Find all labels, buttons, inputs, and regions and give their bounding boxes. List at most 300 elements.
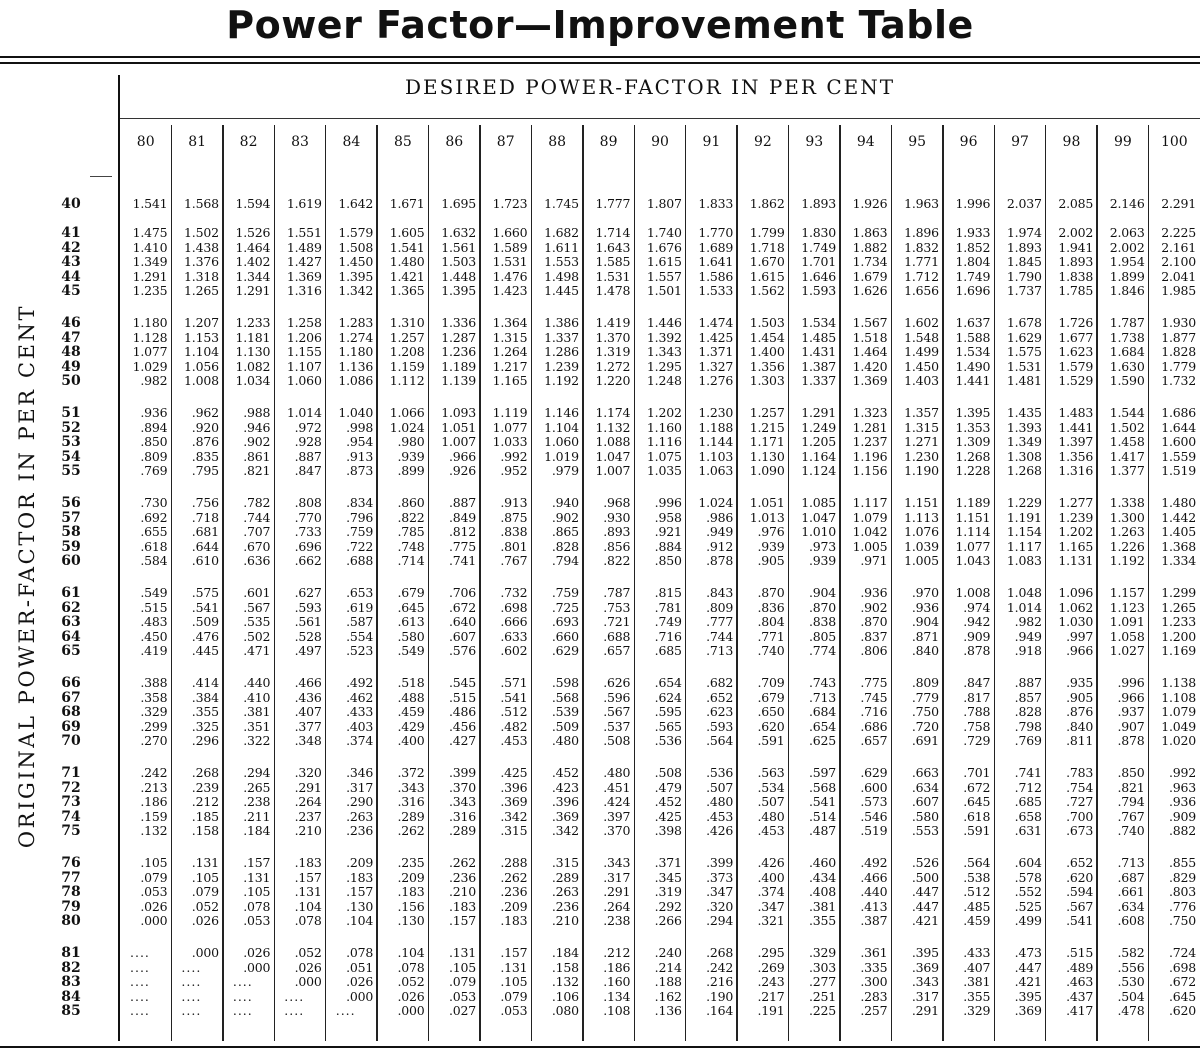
table-cell: .053 <box>243 913 271 928</box>
top-rule-inner <box>0 62 1200 64</box>
table-cell: 1.371 <box>698 344 734 359</box>
table-cell: .216 <box>706 974 734 989</box>
table-cell: .926 <box>448 463 476 478</box>
column-header-84: 84 <box>342 134 361 150</box>
table-cell: .607 <box>448 628 476 644</box>
table-cell: .131 <box>243 869 271 885</box>
table-cell: 1.611 <box>544 239 579 255</box>
table-cell: 1.852 <box>955 239 991 255</box>
table-cell: .685 <box>654 643 682 658</box>
table-cell: 1.343 <box>646 344 682 359</box>
table-cell: 1.481 <box>1006 373 1042 388</box>
table-cell: .767 <box>1117 808 1145 824</box>
table-cell: .587 <box>346 614 374 629</box>
table-cell: .212 <box>603 945 631 960</box>
row-header-54: 54 <box>61 448 81 465</box>
table-cell: .538 <box>963 869 991 885</box>
table-cell: 1.116 <box>646 434 682 449</box>
table-cell: .225 <box>808 1003 836 1018</box>
table-cell: .672 <box>1168 974 1197 989</box>
table-cell: 1.128 <box>132 329 168 345</box>
table-cell: .500 <box>911 869 939 885</box>
table-cell: 1.483 <box>1058 405 1094 420</box>
row-header-61: 61 <box>61 585 81 601</box>
table-cell: .591 <box>963 823 991 838</box>
table-cell: .593 <box>294 599 322 615</box>
table-cell: 1.446 <box>646 315 682 330</box>
table-cell: 1.077 <box>955 538 991 554</box>
table-cell: 1.387 <box>801 358 836 374</box>
table-cell: .105 <box>243 884 271 899</box>
table-cell: .291 <box>911 1003 939 1018</box>
table-cell: .348 <box>294 733 322 748</box>
table-cell: .986 <box>706 509 734 525</box>
table-cell: 1.300 <box>1109 509 1145 525</box>
table-cell: .803 <box>1168 884 1197 899</box>
table-cell: .759 <box>551 585 579 600</box>
table-cell: .767 <box>500 553 528 568</box>
table-cell: 1.079 <box>852 509 888 525</box>
table-cell: .775 <box>448 538 476 554</box>
table-cell: .320 <box>706 898 734 914</box>
table-cell: 2.085 <box>1058 196 1094 211</box>
table-cell: .427 <box>448 733 476 748</box>
table-cell: .567 <box>603 704 631 719</box>
row-header-69: 69 <box>61 718 81 735</box>
table-cell: .159 <box>140 808 168 824</box>
table-cell: 1.405 <box>1161 524 1197 539</box>
table-cell: .210 <box>294 823 322 838</box>
table-cell: 1.136 <box>338 358 374 374</box>
table-cell: .296 <box>191 733 219 748</box>
row-header-78: 78 <box>61 884 81 900</box>
table-cell: .654 <box>654 675 682 690</box>
table-cell: 1.503 <box>749 315 785 330</box>
table-cell: 1.476 <box>492 268 528 284</box>
table-cell: .840 <box>911 643 939 658</box>
table-cell: .878 <box>706 553 734 568</box>
table-cell: 1.286 <box>544 344 579 359</box>
table-cell: 1.600 <box>1161 434 1197 449</box>
table-cell: .329 <box>808 945 836 960</box>
table-cell: 1.400 <box>749 344 785 359</box>
table-cell: .714 <box>397 553 425 568</box>
table-cell: .343 <box>911 974 939 989</box>
table-cell: .243 <box>757 974 785 989</box>
table-cell: .... <box>181 988 202 1004</box>
table-cell: 1.356 <box>1058 448 1094 464</box>
table-cell: .433 <box>346 704 374 719</box>
table-cell: .507 <box>757 794 785 809</box>
table-cell: .407 <box>294 704 322 719</box>
row-header-60: 60 <box>61 553 81 569</box>
table-cell: .078 <box>397 959 425 975</box>
table-cell: .188 <box>654 974 682 989</box>
table-cell: .966 <box>1117 689 1145 705</box>
table-cell: .770 <box>294 509 322 525</box>
table-cell: .351 <box>243 718 271 734</box>
table-cell: .701 <box>963 765 991 780</box>
table-cell: .860 <box>397 495 425 510</box>
table-cell: 1.019 <box>544 448 579 464</box>
table-cell: 1.268 <box>955 448 991 464</box>
table-cell: .408 <box>808 884 836 899</box>
table-cell: 1.189 <box>955 495 991 510</box>
table-cell: 1.349 <box>132 254 168 269</box>
table-cell: .514 <box>808 808 836 824</box>
table-cell: .835 <box>191 448 219 464</box>
table-cell: 1.020 <box>1161 733 1197 748</box>
table-cell: .447 <box>1014 959 1042 975</box>
table-cell: .157 <box>448 913 476 928</box>
table-cell: 1.114 <box>955 524 991 539</box>
column-header-81: 81 <box>188 134 207 150</box>
table-cell: 1.490 <box>955 358 991 374</box>
table-cell: .... <box>130 959 150 975</box>
table-cell: 1.679 <box>852 268 888 284</box>
table-cell: .395 <box>911 945 939 960</box>
table-cell: 1.151 <box>955 509 991 525</box>
row-header-49: 49 <box>61 358 81 375</box>
table-cell: .913 <box>346 448 374 464</box>
table-cell: .388 <box>140 675 168 690</box>
table-cell: .492 <box>346 675 374 690</box>
table-cell: .806 <box>860 643 888 658</box>
column-header-88: 88 <box>548 134 567 150</box>
table-cell: 1.395 <box>955 405 991 420</box>
table-cell: 1.364 <box>492 315 528 330</box>
table-cell: .625 <box>808 733 836 748</box>
table-cell: 1.215 <box>749 419 785 435</box>
table-cell: .876 <box>1066 704 1094 719</box>
table-cell: .078 <box>243 898 271 914</box>
table-cell: .822 <box>397 509 425 525</box>
table-cell: 1.274 <box>338 329 374 345</box>
table-cell: .212 <box>191 794 219 809</box>
row-header-51: 51 <box>61 405 81 421</box>
table-cell: 1.164 <box>801 448 836 464</box>
table-cell: .320 <box>294 765 322 780</box>
table-cell: .210 <box>551 913 579 928</box>
table-cell: .887 <box>1014 675 1042 690</box>
table-cell: 1.130 <box>749 448 785 464</box>
table-cell: .627 <box>294 585 322 600</box>
table-cell: .942 <box>963 614 991 629</box>
table-cell: .571 <box>500 675 528 690</box>
table-cell: .397 <box>603 808 631 824</box>
table-cell: 1.386 <box>544 315 579 330</box>
table-cell: .000 <box>397 1003 425 1018</box>
table-cell: 1.206 <box>286 329 322 345</box>
table-cell: .486 <box>448 704 476 719</box>
table-cell: .530 <box>1117 974 1145 989</box>
table-cell: .130 <box>346 898 374 914</box>
table-cell: .740 <box>1117 823 1145 838</box>
row-header-75: 75 <box>61 823 81 839</box>
table-cell: 1.030 <box>1058 614 1094 629</box>
table-cell: 1.086 <box>338 373 374 388</box>
table-cell: 1.419 <box>595 315 631 330</box>
table-cell: .277 <box>808 974 836 989</box>
table-cell: .000 <box>346 988 374 1004</box>
table-cell: 1.174 <box>595 405 631 420</box>
table-cell: 1.828 <box>1161 344 1197 359</box>
table-cell: .875 <box>500 509 528 525</box>
table-cell: .303 <box>808 959 836 975</box>
table-cell: .509 <box>191 614 219 629</box>
table-cell: 1.684 <box>1109 344 1145 359</box>
table-cell: 1.454 <box>749 329 785 345</box>
table-cell: 1.438 <box>184 239 219 255</box>
table-cell: .423 <box>551 779 579 795</box>
table-cell: 1.169 <box>1161 643 1197 658</box>
table-cell: .633 <box>500 628 528 644</box>
table-cell: .998 <box>346 419 374 435</box>
table-cell: .640 <box>448 614 476 629</box>
table-cell: .345 <box>654 869 682 885</box>
table-cell: 1.291 <box>801 405 836 420</box>
table-cell: 1.196 <box>852 448 888 464</box>
table-cell: .462 <box>346 689 374 705</box>
table-cell: 1.448 <box>441 268 476 284</box>
row-header-59: 59 <box>61 538 81 555</box>
table-cell: 1.630 <box>1109 358 1145 374</box>
table-cell: 1.499 <box>904 344 939 359</box>
table-cell: 1.941 <box>1058 239 1094 255</box>
table-cell: .856 <box>603 538 631 554</box>
table-cell: 1.056 <box>184 358 219 374</box>
table-cell: .904 <box>911 614 939 629</box>
table-cell: .240 <box>654 945 682 960</box>
table-cell: .104 <box>294 898 322 914</box>
table-cell: 1.785 <box>1058 283 1094 298</box>
table-cell: .567 <box>1066 898 1094 914</box>
table-cell: 1.605 <box>389 225 425 240</box>
row-header-66: 66 <box>61 675 81 691</box>
table-cell: .598 <box>551 675 579 690</box>
table-cell: .104 <box>346 913 374 928</box>
table-cell: 1.963 <box>904 196 939 211</box>
table-cell: .027 <box>448 1003 476 1018</box>
table-cell: .980 <box>397 434 425 449</box>
table-cell: .079 <box>500 988 528 1004</box>
table-cell: .292 <box>654 898 682 914</box>
table-cell: 1.076 <box>904 524 939 539</box>
table-cell: 1.431 <box>801 344 836 359</box>
table-cell: 1.309 <box>955 434 991 449</box>
table-cell: .788 <box>963 704 991 719</box>
table-cell: .722 <box>346 538 374 554</box>
table-cell: .291 <box>603 884 631 899</box>
table-cell: .519 <box>860 823 888 838</box>
table-cell: 1.501 <box>646 283 682 298</box>
table-cell: .608 <box>1117 913 1145 928</box>
table-cell: .620 <box>757 718 785 734</box>
table-cell: .209 <box>397 869 425 885</box>
table-cell: .918 <box>1014 643 1042 658</box>
table-cell: .580 <box>911 808 939 824</box>
table-cell: .935 <box>1066 675 1094 690</box>
table-cell: .190 <box>706 988 734 1004</box>
table-cell: 1.315 <box>904 419 939 435</box>
table-cell: .518 <box>397 675 425 690</box>
table-cell: .568 <box>551 689 579 705</box>
table-cell: 1.066 <box>389 405 425 420</box>
table-cell: 1.276 <box>698 373 734 388</box>
table-cell: .966 <box>448 448 476 464</box>
table-cell: 1.353 <box>955 419 991 435</box>
table-cell: .347 <box>706 884 734 899</box>
table-cell: .270 <box>140 733 168 748</box>
table-cell: .452 <box>551 765 579 780</box>
table-cell: 1.207 <box>184 315 219 330</box>
table-cell: .673 <box>1066 823 1094 838</box>
table-cell: .681 <box>191 524 219 539</box>
table-cell: 1.838 <box>1058 268 1094 284</box>
table-cell: .053 <box>140 884 168 899</box>
table-cell: 1.271 <box>904 434 939 449</box>
table-cell: 1.435 <box>1006 405 1042 420</box>
table-cell: .535 <box>243 614 271 629</box>
table-cell: .361 <box>860 945 888 960</box>
table-cell: 1.124 <box>801 463 836 478</box>
table-cell: .051 <box>346 959 374 975</box>
table-cell: .108 <box>603 1003 631 1018</box>
table-cell: 1.588 <box>955 329 991 345</box>
table-cell: 1.526 <box>235 225 271 240</box>
table-cell: .288 <box>500 855 528 870</box>
row-header-72: 72 <box>61 779 81 796</box>
table-cell: .970 <box>911 585 939 600</box>
table-cell: 1.718 <box>749 239 785 255</box>
table-cell: .602 <box>500 643 528 658</box>
table-cell: 1.670 <box>749 254 785 269</box>
table-cell: .265 <box>243 779 271 795</box>
table-cell: .476 <box>191 628 219 644</box>
table-cell: .754 <box>1066 779 1094 795</box>
table-cell: .105 <box>448 959 476 975</box>
table-cell: 1.737 <box>1006 283 1042 298</box>
table-cell: .453 <box>757 823 785 838</box>
table-cell: .968 <box>603 495 631 510</box>
table-cell: 1.200 <box>1161 628 1197 644</box>
table-cell: .541 <box>1066 913 1094 928</box>
table-cell: .750 <box>1168 913 1197 928</box>
table-cell: .584 <box>140 553 168 568</box>
table-cell: .158 <box>551 959 579 975</box>
column-header-95: 95 <box>908 134 927 150</box>
table-cell: 1.088 <box>595 434 631 449</box>
table-cell: .928 <box>294 434 322 449</box>
table-cell: .623 <box>706 704 734 719</box>
table-cell: .355 <box>808 913 836 928</box>
table-cell: .329 <box>140 704 168 719</box>
table-cell: 1.344 <box>235 268 271 284</box>
table-cell: .686 <box>860 718 888 734</box>
table-cell: .829 <box>1168 869 1197 885</box>
table-cell: 1.790 <box>1006 268 1042 284</box>
table-cell: .653 <box>346 585 374 600</box>
column-divider <box>1148 125 1150 1041</box>
table-cell: 2.291 <box>1161 196 1197 211</box>
table-cell: .504 <box>1117 988 1145 1004</box>
table-cell: .289 <box>551 869 579 885</box>
table-cell: 1.629 <box>1006 329 1042 345</box>
table-cell: .563 <box>757 765 785 780</box>
table-cell: .316 <box>448 808 476 824</box>
table-cell: 1.144 <box>698 434 734 449</box>
table-cell: .893 <box>603 524 631 539</box>
table-cell: 1.770 <box>698 225 734 240</box>
table-cell: .541 <box>191 599 219 615</box>
header-rule <box>118 118 1200 119</box>
table-cell: .769 <box>140 463 168 478</box>
table-cell: .... <box>130 974 150 989</box>
table-cell: .946 <box>243 419 271 435</box>
table-cell: .564 <box>963 855 991 870</box>
table-cell: .186 <box>603 959 631 975</box>
table-cell: .316 <box>397 794 425 809</box>
row-header-85: 85 <box>61 1003 81 1019</box>
table-cell: 1.402 <box>235 254 271 269</box>
table-cell: .371 <box>654 855 682 870</box>
table-cell: .209 <box>346 855 374 870</box>
table-cell: .264 <box>603 898 631 914</box>
table-cell: 1.265 <box>1161 599 1197 615</box>
column-divider <box>274 125 276 1041</box>
table-cell: 1.323 <box>852 405 888 420</box>
table-cell: 1.846 <box>1109 283 1145 298</box>
table-cell: 1.160 <box>646 419 682 435</box>
table-cell: 1.417 <box>1109 448 1145 464</box>
table-cell: .105 <box>191 869 219 885</box>
table-cell: .936 <box>140 405 168 420</box>
table-cell: .952 <box>500 463 528 478</box>
table-cell: .907 <box>1117 718 1145 734</box>
table-cell: 1.518 <box>852 329 888 345</box>
table-cell: .657 <box>860 733 888 748</box>
table-cell: .... <box>284 988 305 1004</box>
table-cell: .515 <box>1066 945 1094 960</box>
table-cell: 1.395 <box>441 283 476 298</box>
table-cell: .905 <box>757 553 785 568</box>
table-cell: .236 <box>551 898 579 914</box>
table-cell: 1.008 <box>955 585 991 600</box>
table-cell: 1.258 <box>286 315 322 330</box>
table-cell: .672 <box>448 599 476 615</box>
table-cell: .269 <box>757 959 785 975</box>
table-cell: 1.159 <box>389 358 425 374</box>
table-cell: 1.338 <box>1109 495 1145 510</box>
table-cell: 1.646 <box>801 268 836 284</box>
table-cell: .750 <box>911 704 939 719</box>
table-cell: .515 <box>448 689 476 705</box>
table-cell: .526 <box>911 855 939 870</box>
table-cell: .400 <box>397 733 425 748</box>
table-cell: 1.310 <box>389 315 425 330</box>
table-cell: .445 <box>191 643 219 658</box>
table-cell: .870 <box>757 585 785 600</box>
table-cell: 2.037 <box>1006 196 1042 211</box>
column-divider <box>376 125 378 1041</box>
table-cell: .450 <box>140 628 168 644</box>
table-cell: .593 <box>706 718 734 734</box>
table-cell: .857 <box>1014 689 1042 705</box>
table-cell: 1.534 <box>955 344 991 359</box>
table-cell: .236 <box>448 869 476 885</box>
table-cell: .652 <box>706 689 734 705</box>
row-header-71: 71 <box>61 765 81 781</box>
